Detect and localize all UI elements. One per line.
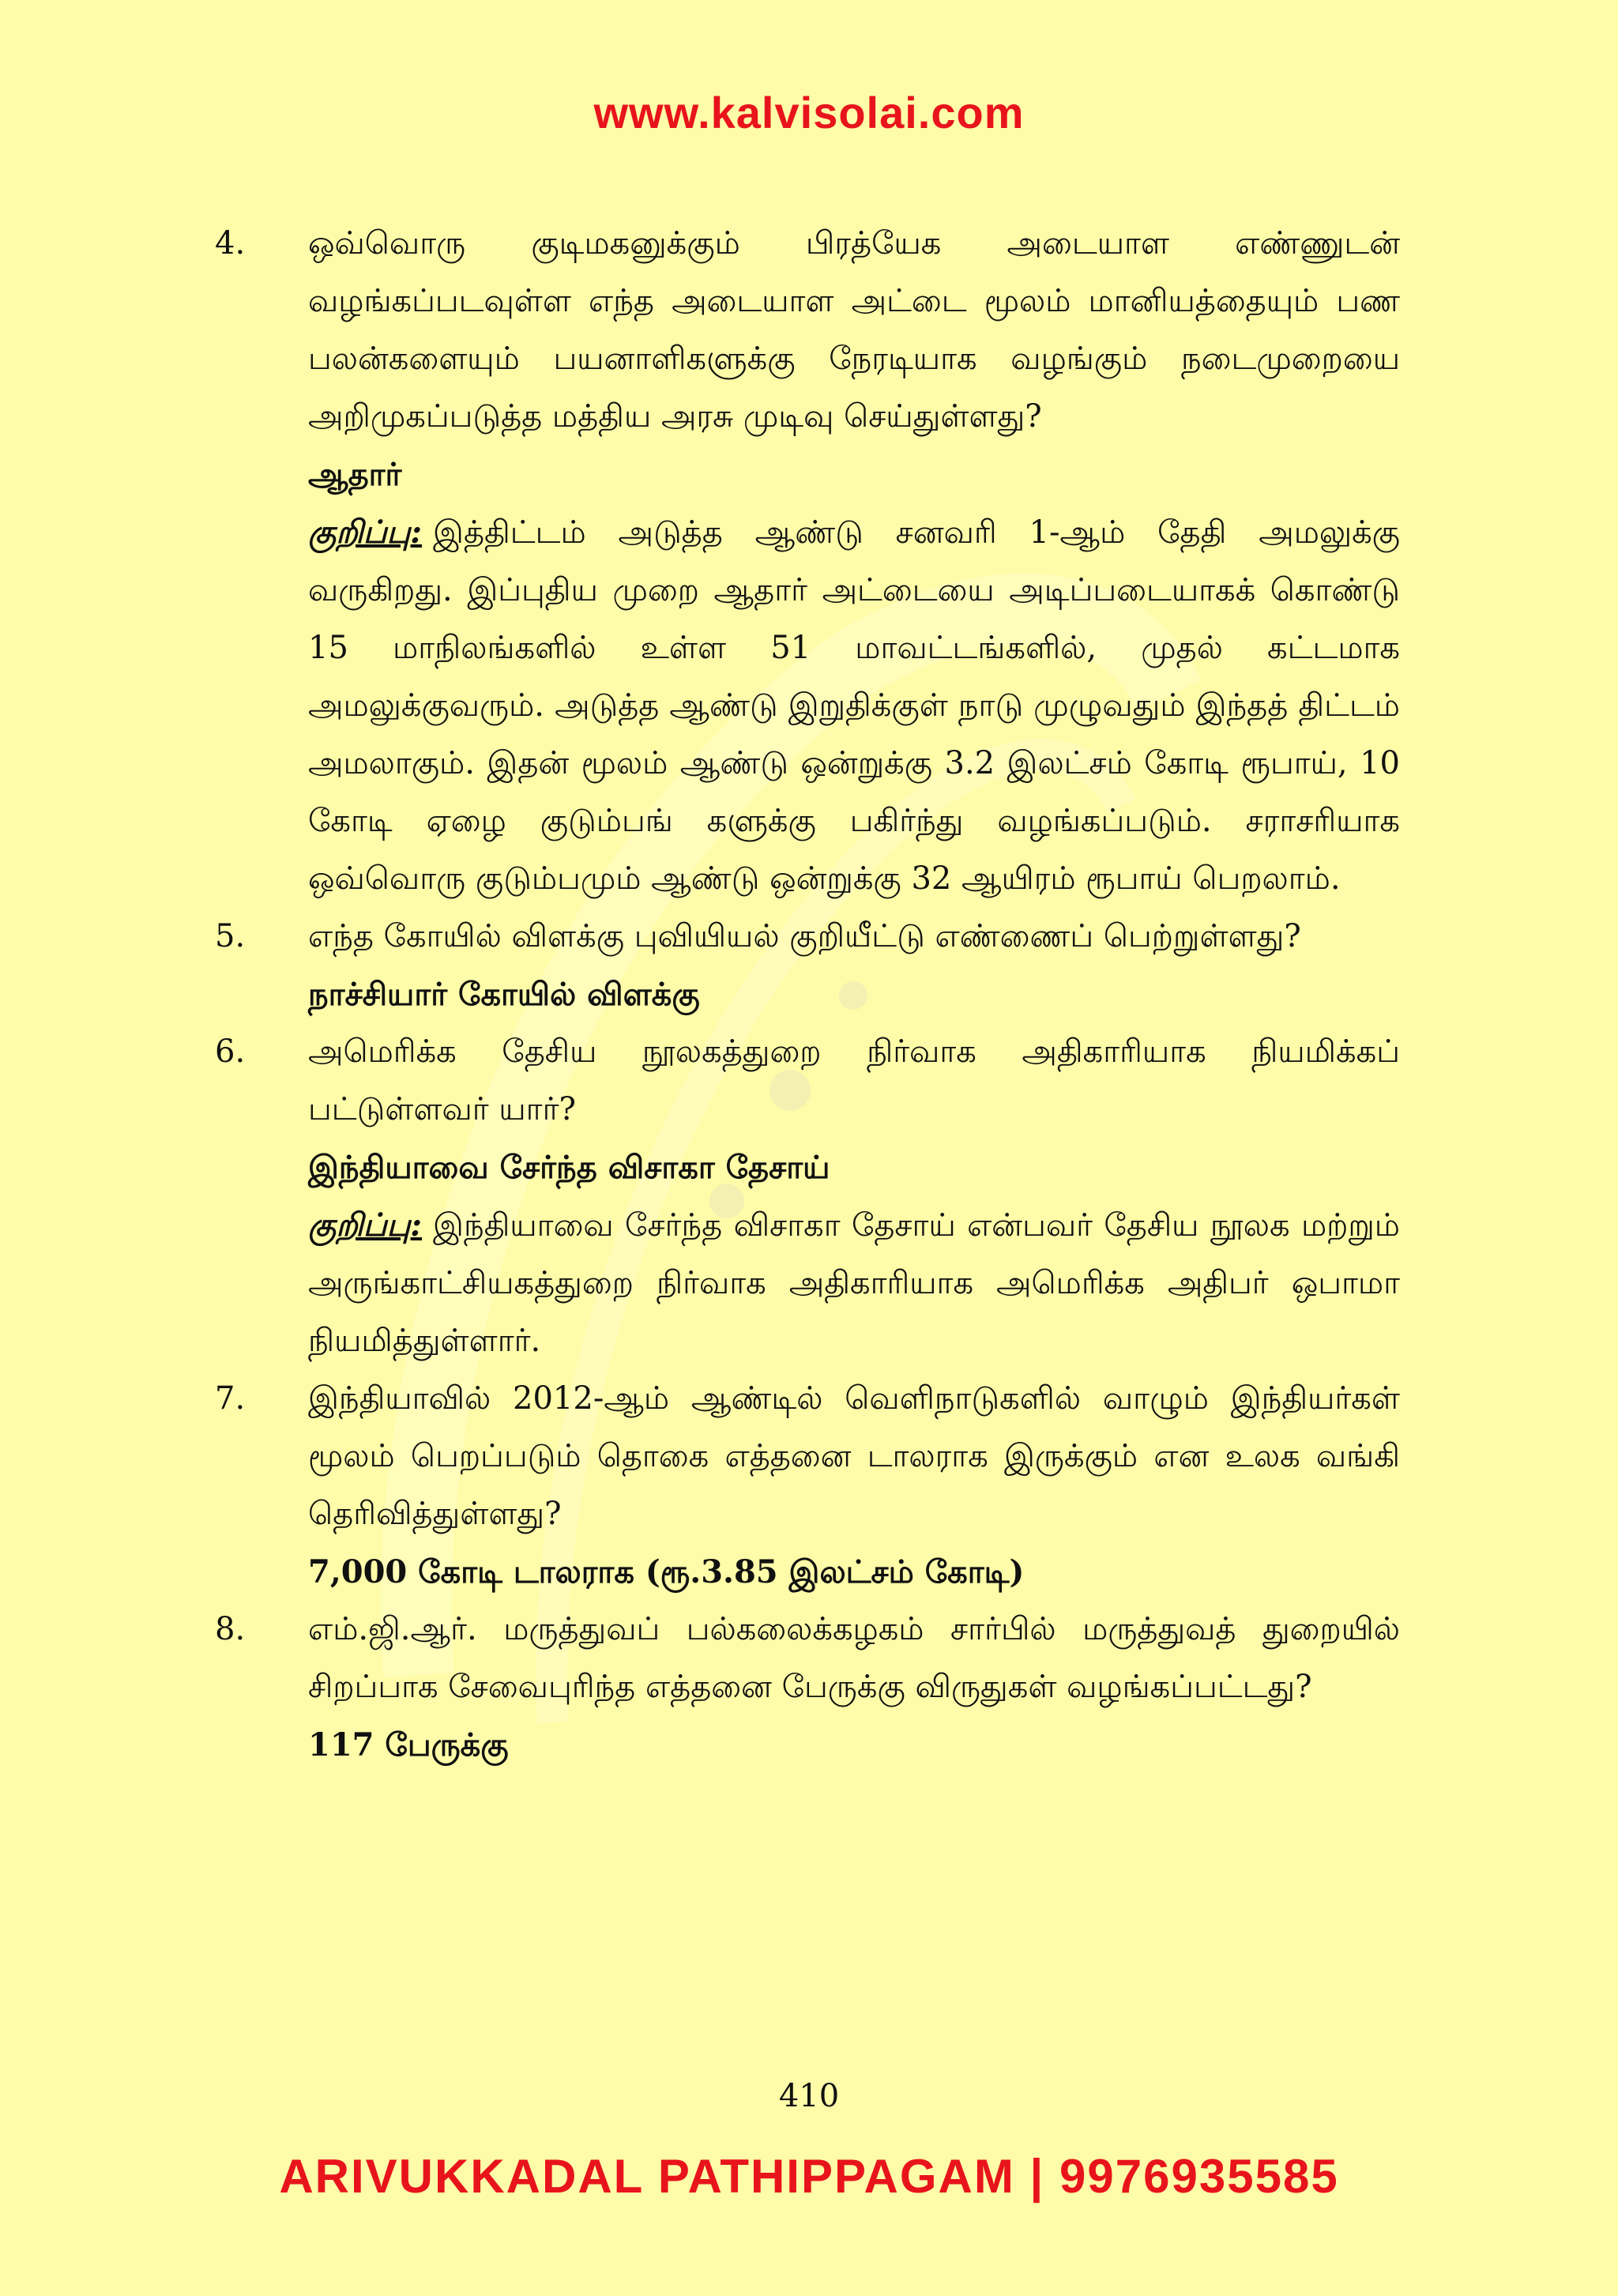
answer-text: 117 பேருக்கு (308, 1726, 509, 1763)
note-label: குறிப்பு: (308, 514, 423, 551)
note-text: இத்திட்டம் அடுத்த ஆண்டு சனவரி 1-ஆம் தேதி அமலுக்கு வருகிறது. இப்புதிய முறை ஆதார் அட்டையை அடிப்படையாகக் கொண்டு 15 மாநிலங்களில் உள்ள 51 மாவட்டங்களில், முதல் கட்டமாக அமலுக்குவரும். அடுத்த ஆண்டு இறுதிக்குள் நாடு முழுவதும் இந்தத் திட்டம் அமலாகும். இதன் மூலம் ஆண்டு ஒன்றுக்கு 3.2 இலட்சம் கோடி ரூபாய், 10 கோடி ஏழை குடும்பங் களுக்கு பகிர்ந்து வழங்கப்படும். சராசரியாக ஒவ்வொரு குடும்பமும் ஆண்டு ஒன்றுக்கு 32 ஆயிரம் ரூபாய் பெறலாம். (308, 514, 1400, 897)
note-paragraph (308, 503, 1400, 908)
answer-text: 7,000 கோடி டாலராக (ரூ.3.85 இலட்சம் கோடி) (308, 1553, 1025, 1590)
question-number: 6. (215, 1033, 246, 1070)
note-text: இந்தியாவை சேர்ந்த விசாகா தேசாய் என்பவர் தேசிய நூலக மற்றும் அருங்காட்சியகத்துறை நிர்வாக அதிகாரியாக அமெரிக்க அதிபர் ஒபாமா நியமித்துள்ளார். (308, 1207, 1400, 1359)
note-label: குறிப்பு: (308, 1206, 423, 1244)
page-number: 410 (778, 2078, 840, 2114)
publisher-footer: ARIVUKKADAL PATHIPPAGAM | 9976935585 (279, 2150, 1339, 2203)
note-paragraph (308, 1196, 1400, 1370)
question-number: 8. (215, 1611, 246, 1647)
question-number: 5. (215, 918, 246, 954)
question-number: 4. (215, 225, 246, 262)
question-item (215, 1601, 1400, 1774)
question-text: அமெரிக்க தேசிய நூலகத்துறை நிர்வாக அதிகாரியாக நியமிக்கப் பட்டுள்ளவர் யார்? (308, 1033, 1400, 1127)
question-text: எந்த கோயில் விளக்கு புவியியல் குறியீட்டு எண்ணைப் பெற்றுள்ளது? (308, 918, 1301, 954)
question-item (215, 215, 1400, 908)
answer-text: இந்தியாவை சேர்ந்த விசாகா தேசாய் (308, 1149, 830, 1186)
question-item (215, 1370, 1400, 1601)
answer-text: நாச்சியார் கோயில் விளக்கு (308, 976, 700, 1013)
site-url-header: www.kalvisolai.com (593, 88, 1025, 137)
question-text: எம்.ஜி.ஆர். மருத்துவப் பல்கலைக்கழகம் சார்பில் மருத்துவத் துறையில் சிறப்பாக சேவைபுரிந்த எத்தனை பேருக்கு விருதுகள் வழங்கப்பட்டது? (308, 1611, 1400, 1705)
question-number: 7. (215, 1380, 246, 1417)
question-item (215, 908, 1400, 1023)
question-text: ஒவ்வொரு குடிமகனுக்கும் பிரத்யேக அடையாள எண்ணுடன் வழங்கப்படவுள்ள எந்த அடையாள அட்டை மூலம் மானியத்தையும் பண பலன்களையும் பயனாளிகளுக்கு நேரடியாக வழங்கும் நடைமுறையை அறிமுகப்படுத்த மத்திய அரசு முடிவு செய்துள்ளது? (308, 225, 1400, 435)
question-text: இந்தியாவில் 2012-ஆம் ஆண்டில் வெளிநாடுகளில் வாழும் இந்தியர்கள் மூலம் பெறப்படும் தொகை எத்தனை டாலராக இருக்கும் என உலக வங்கி தெரிவித்துள்ளது? (308, 1380, 1400, 1532)
question-item (215, 1023, 1400, 1370)
question-list (215, 215, 1400, 1774)
answer-text: ஆதார் (308, 456, 402, 493)
